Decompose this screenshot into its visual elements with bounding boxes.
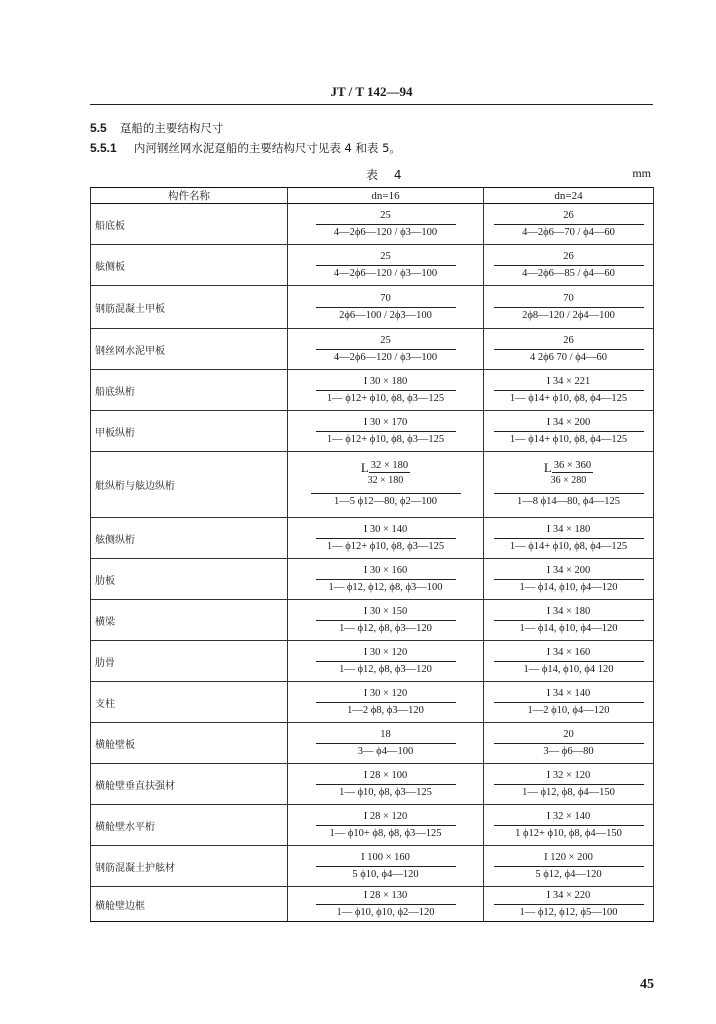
fraction-numerator: I 120 × 200 xyxy=(494,850,644,867)
fraction-denominator: 1— ϕ12, ϕ12, ϕ8, ϕ3—100 xyxy=(328,581,443,593)
fraction-numerator: 25 xyxy=(316,333,456,350)
fraction-denominator: 4—2ϕ6—120 / ϕ3—100 xyxy=(333,267,438,279)
section-dimensions xyxy=(288,459,483,487)
table-row xyxy=(91,805,654,846)
fraction-numerator: 25 xyxy=(316,208,456,225)
fraction-numerator: I 30 × 120 xyxy=(316,645,456,662)
fraction-numerator: 26 xyxy=(494,249,644,266)
component-name: 舷侧板 xyxy=(91,245,288,286)
table-row xyxy=(91,559,654,600)
component-name: 舭纵桁与舷边纵桁 xyxy=(91,452,288,518)
section-5-5 xyxy=(90,120,223,136)
fraction-denominator: 1—2 ϕ8, ϕ3—120 xyxy=(347,704,424,716)
value-dn16 xyxy=(288,723,484,764)
fraction-denominator: 1— ϕ12, ϕ8, ϕ3—120 xyxy=(339,622,432,634)
section-5-5-1 xyxy=(90,140,401,156)
table-row xyxy=(91,286,654,329)
fraction-numerator: I 28 × 130 xyxy=(316,888,456,905)
fraction-denominator: 1—2 ϕ10, ϕ4—120 xyxy=(527,704,610,716)
fraction xyxy=(288,415,483,448)
fraction-numerator: 70 xyxy=(316,291,456,308)
fraction xyxy=(288,888,483,921)
fraction-numerator: I 100 × 160 xyxy=(316,850,456,867)
value-dn16 xyxy=(288,641,484,682)
fraction xyxy=(288,768,483,801)
header-rule xyxy=(90,104,653,105)
fraction-denominator: 1— ϕ12+ ϕ10, ϕ8, ϕ3—125 xyxy=(326,433,445,445)
header-dn24: dn=24 xyxy=(484,188,654,204)
fraction xyxy=(288,563,483,596)
fraction xyxy=(484,809,653,842)
flange-dimension: 36 × 360 xyxy=(553,460,592,471)
fraction-denominator: 4 2ϕ6 70 / ϕ4—60 xyxy=(530,351,607,363)
value-dn24 xyxy=(484,452,654,518)
value-dn24 xyxy=(484,518,654,559)
value-dn24 xyxy=(484,682,654,723)
fraction xyxy=(288,291,483,324)
fraction-denominator: 3— ϕ6—80 xyxy=(543,745,594,757)
fraction-numerator: I 30 × 140 xyxy=(316,522,456,539)
value-dn24 xyxy=(484,723,654,764)
component-name: 支柱 xyxy=(91,682,288,723)
value-dn24 xyxy=(484,370,654,411)
fraction xyxy=(484,291,653,324)
fraction xyxy=(484,727,653,760)
value-dn24 xyxy=(484,887,654,922)
fraction-numerator: I 34 × 180 xyxy=(494,522,644,539)
value-dn24 xyxy=(484,329,654,370)
fraction-numerator: I 34 × 160 xyxy=(494,645,644,662)
component-name: 肋板 xyxy=(91,559,288,600)
table-row xyxy=(91,329,654,370)
section-spec xyxy=(484,459,653,510)
fraction-numerator: 26 xyxy=(494,333,644,350)
value-dn16 xyxy=(288,846,484,887)
table-caption: 表 4 xyxy=(366,168,408,182)
table-row xyxy=(91,887,654,922)
value-dn16 xyxy=(288,329,484,370)
section-number: 5.5.1 xyxy=(90,141,117,155)
fraction xyxy=(288,604,483,637)
fraction xyxy=(288,686,483,719)
component-name: 船底纵桁 xyxy=(91,370,288,411)
fraction-denominator: 1— ϕ14+ ϕ10, ϕ8, ϕ4—125 xyxy=(509,540,628,552)
fraction xyxy=(484,645,653,678)
reinforcement-spec: 1—5 ϕ12—80, ϕ2—100 xyxy=(334,496,437,507)
fraction-numerator: 18 xyxy=(316,727,456,744)
fraction-numerator: I 32 × 120 xyxy=(494,768,644,785)
table-unit: mm xyxy=(632,166,651,180)
table-row xyxy=(91,370,654,411)
fraction-numerator: I 34 × 220 xyxy=(494,888,644,905)
component-name: 舷侧纵桁 xyxy=(91,518,288,559)
component-name: 横舱壁水平桁 xyxy=(91,805,288,846)
value-dn16 xyxy=(288,204,484,245)
fraction-denominator: 1— ϕ12, ϕ8, ϕ3—120 xyxy=(339,663,432,675)
table-row xyxy=(91,245,654,286)
fraction-denominator: 5 ϕ10, ϕ4—120 xyxy=(352,868,419,880)
fraction xyxy=(288,374,483,407)
table-row xyxy=(91,600,654,641)
fraction-denominator: 3— ϕ4—100 xyxy=(357,745,414,757)
fraction-denominator: 1— ϕ10+ ϕ8, ϕ8, ϕ3—125 xyxy=(329,827,442,839)
value-dn16 xyxy=(288,764,484,805)
section-dimensions xyxy=(484,459,653,487)
fraction xyxy=(484,850,653,883)
table-row xyxy=(91,641,654,682)
fraction xyxy=(288,208,483,241)
value-dn16 xyxy=(288,411,484,452)
fraction xyxy=(288,809,483,842)
component-name: 横舱壁垂直扶强材 xyxy=(91,764,288,805)
web-dimension: 32 × 180 xyxy=(367,475,404,486)
section-number: 5.5 xyxy=(90,121,107,135)
fraction xyxy=(484,563,653,596)
fraction-numerator: I 30 × 170 xyxy=(316,415,456,432)
fraction xyxy=(484,374,653,407)
table-row xyxy=(91,452,654,518)
component-name: 横舱壁边框 xyxy=(91,887,288,922)
value-dn16 xyxy=(288,682,484,723)
fraction-denominator: 5 ϕ12, ϕ4—120 xyxy=(535,868,602,880)
value-dn16 xyxy=(288,559,484,600)
fraction-denominator: 1— ϕ12, ϕ8, ϕ4—150 xyxy=(522,786,615,798)
fraction xyxy=(484,888,653,921)
flange-dimension: 32 × 180 xyxy=(370,460,409,471)
fraction-numerator: I 28 × 100 xyxy=(316,768,456,785)
fraction-denominator: 2ϕ6—100 / 2ϕ3—100 xyxy=(339,309,432,321)
web-dimension: 36 × 280 xyxy=(550,475,587,486)
fraction-numerator: I 34 × 221 xyxy=(494,374,644,391)
table-header-row xyxy=(91,188,654,204)
table-caption-row xyxy=(90,166,653,184)
reinforcement-spec: 1—8 ϕ14—80, ϕ4—125 xyxy=(517,496,620,507)
fraction xyxy=(484,208,653,241)
fraction-denominator: 1— ϕ14+ ϕ10, ϕ8, ϕ4—125 xyxy=(509,392,628,404)
fraction-denominator: 1— ϕ14+ ϕ10, ϕ8, ϕ4—125 xyxy=(509,433,628,445)
angle-symbol: L xyxy=(543,460,552,475)
fraction xyxy=(484,249,653,282)
component-name: 横梁 xyxy=(91,600,288,641)
value-dn24 xyxy=(484,846,654,887)
fraction xyxy=(288,727,483,760)
fraction-numerator: 26 xyxy=(494,208,644,225)
running-header: JT / T 142—94 xyxy=(330,84,413,99)
fraction-numerator: I 34 × 200 xyxy=(494,415,644,432)
fraction xyxy=(288,333,483,366)
fraction-denominator: 1— ϕ12+ ϕ10, ϕ8, ϕ3—125 xyxy=(326,392,445,404)
section-heading: 趸船的主要结构尺寸 xyxy=(119,121,224,135)
fraction-denominator: 4—2ϕ6—120 / ϕ3—100 xyxy=(333,351,438,363)
fraction xyxy=(288,645,483,678)
fraction xyxy=(288,522,483,555)
fraction-denominator: 1 ϕ12+ ϕ10, ϕ8, ϕ4—150 xyxy=(515,827,622,839)
value-dn16 xyxy=(288,370,484,411)
component-name: 钢丝网水泥甲板 xyxy=(91,329,288,370)
value-dn24 xyxy=(484,600,654,641)
table-row xyxy=(91,723,654,764)
fraction-numerator: 25 xyxy=(316,249,456,266)
fraction-denominator: 1— ϕ14, ϕ10, ϕ4 120 xyxy=(523,663,614,675)
structure-dimensions-table xyxy=(90,187,654,922)
component-name: 钢筋混凝土甲板 xyxy=(91,286,288,329)
fraction xyxy=(484,415,653,448)
angle-symbol: L xyxy=(360,460,369,475)
fraction-numerator: I 34 × 200 xyxy=(494,563,644,580)
fraction-denominator: 1— ϕ12+ ϕ10, ϕ8, ϕ3—125 xyxy=(326,540,445,552)
table-row xyxy=(91,518,654,559)
section-spec xyxy=(288,459,483,510)
value-dn24 xyxy=(484,764,654,805)
fraction xyxy=(288,249,483,282)
value-dn24 xyxy=(484,805,654,846)
fraction-denominator: 1— ϕ10, ϕ10, ϕ2—120 xyxy=(336,906,435,918)
fraction-numerator: I 32 × 140 xyxy=(494,809,644,826)
fraction-numerator: 70 xyxy=(494,291,644,308)
header-component-name: 构件名称 xyxy=(91,188,288,204)
table-row xyxy=(91,682,654,723)
fraction-denominator: 1— ϕ10, ϕ8, ϕ3—125 xyxy=(339,786,432,798)
table-row xyxy=(91,764,654,805)
value-dn16 xyxy=(288,887,484,922)
table-row xyxy=(91,204,654,245)
fraction-denominator: 1— ϕ12, ϕ12, ϕ5—100 xyxy=(519,906,618,918)
table-row xyxy=(91,411,654,452)
fraction xyxy=(484,686,653,719)
component-name: 船底板 xyxy=(91,204,288,245)
value-dn16 xyxy=(288,600,484,641)
section-paragraph: 内河钢丝网水泥趸船的主要结构尺寸见表 4 和表 5。 xyxy=(133,141,401,155)
header-dn16: dn=16 xyxy=(288,188,484,204)
value-dn24 xyxy=(484,245,654,286)
fraction-numerator: I 30 × 120 xyxy=(316,686,456,703)
value-dn16 xyxy=(288,245,484,286)
component-name: 甲板纵桁 xyxy=(91,411,288,452)
fraction-denominator: 4—2ϕ6—70 / ϕ4—60 xyxy=(522,226,615,238)
fraction xyxy=(288,850,483,883)
value-dn24 xyxy=(484,559,654,600)
component-name: 肋骨 xyxy=(91,641,288,682)
value-dn16 xyxy=(288,286,484,329)
component-name: 钢筋混凝土护舷材 xyxy=(91,846,288,887)
fraction-numerator: I 34 × 140 xyxy=(494,686,644,703)
component-name: 横舱壁板 xyxy=(91,723,288,764)
value-dn24 xyxy=(484,411,654,452)
fraction-numerator: I 30 × 150 xyxy=(316,604,456,621)
value-dn24 xyxy=(484,286,654,329)
fraction-numerator: 20 xyxy=(494,727,644,744)
fraction-numerator: I 30 × 180 xyxy=(316,374,456,391)
fraction xyxy=(484,768,653,801)
fraction-denominator: 2ϕ8—120 / 2ϕ4—100 xyxy=(522,309,615,321)
value-dn24 xyxy=(484,204,654,245)
fraction-denominator: 4—2ϕ6—85 / ϕ4—60 xyxy=(522,267,615,279)
fraction xyxy=(484,333,653,366)
page-number: 45 xyxy=(640,977,654,992)
fraction-numerator: I 28 × 120 xyxy=(316,809,456,826)
fraction-denominator: 1— ϕ14, ϕ10, ϕ4—120 xyxy=(519,622,618,634)
value-dn16 xyxy=(288,452,484,518)
fraction-denominator: 4—2ϕ6—120 / ϕ3—100 xyxy=(333,226,438,238)
fraction xyxy=(484,604,653,637)
fraction-numerator: I 34 × 180 xyxy=(494,604,644,621)
fraction-numerator: I 30 × 160 xyxy=(316,563,456,580)
fraction xyxy=(484,522,653,555)
value-dn24 xyxy=(484,641,654,682)
fraction-denominator: 1— ϕ14, ϕ10, ϕ4—120 xyxy=(519,581,618,593)
value-dn16 xyxy=(288,805,484,846)
value-dn16 xyxy=(288,518,484,559)
table-row xyxy=(91,846,654,887)
